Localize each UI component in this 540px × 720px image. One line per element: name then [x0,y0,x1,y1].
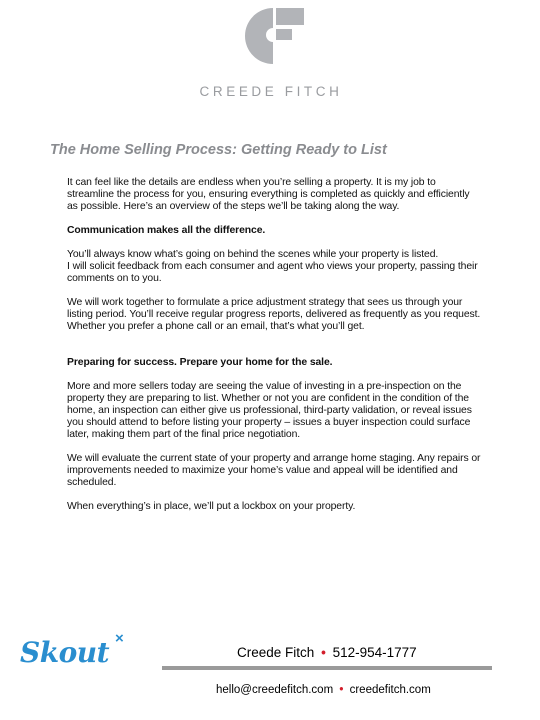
intro-paragraph: It can feel like the details are endless when you’re selling a property. It is my job to streamline the process for you, ensuring everything is completed as quickly and efficiently as possible. Here’s an overview of the steps we’ll be taking along the way. [67,177,470,212]
website-link[interactable]: creedefitch.com [349,684,431,696]
skout-logo [20,630,130,670]
section-heading-communication: Communication makes all the difference. [67,225,266,236]
separator-dot: • [339,684,344,696]
separator-dot: • [321,645,326,660]
email-link[interactable]: hello@creedefitch.com [216,684,334,696]
agent-name: Creede Fitch [237,645,315,660]
brand-name: CREEDE FITCH [199,84,343,99]
body-paragraph: We will evaluate the current state of your property and arrange home staging. Any repairs or improvements needed to maximize your home’s value and appeal will be identified and scheduled. [67,453,481,488]
footer-web-line [216,684,431,696]
body-paragraph: We will work together to formulate a price adjustment strategy that sees us through your listing period. You’ll receive regular progress reports, delivered as frequently as you request. Whether you prefer a phone call or an email, that’s what you’ll get. [67,297,481,332]
footer-divider [162,666,492,670]
body-paragraph: When everything’s in place, we’ll put a lockbox on your property. [67,501,356,512]
page-title: The Home Selling Process: Getting Ready to List [50,142,387,158]
skout-x-icon: × [115,630,124,647]
skout-wordmark: Skout [20,636,110,669]
body-paragraph: You’ll always know what’s going on behind the scenes while your property is listed. I will solicit feedback from each consumer and agent who views your property, passing their comments on to you. [67,249,478,284]
document-body [67,177,522,525]
phone-number[interactable]: 512-954-1777 [332,645,417,660]
body-paragraph: More and more sellers today are seeing the value of investing in a pre-inspection on the property they are preparing to list. Whether or not you are confident in the condition of the home, an inspection can either give us professional, third-party validation, or reveal issues you should attend to before listing your property – issues a buyer inspection could surface later, making them part of the final price negotiation. [67,381,472,440]
cf-monogram-icon [240,6,306,66]
footer-contact-line [237,645,417,660]
section-heading-preparing: Preparing for success. Prepare your home for the sale. [67,357,333,368]
